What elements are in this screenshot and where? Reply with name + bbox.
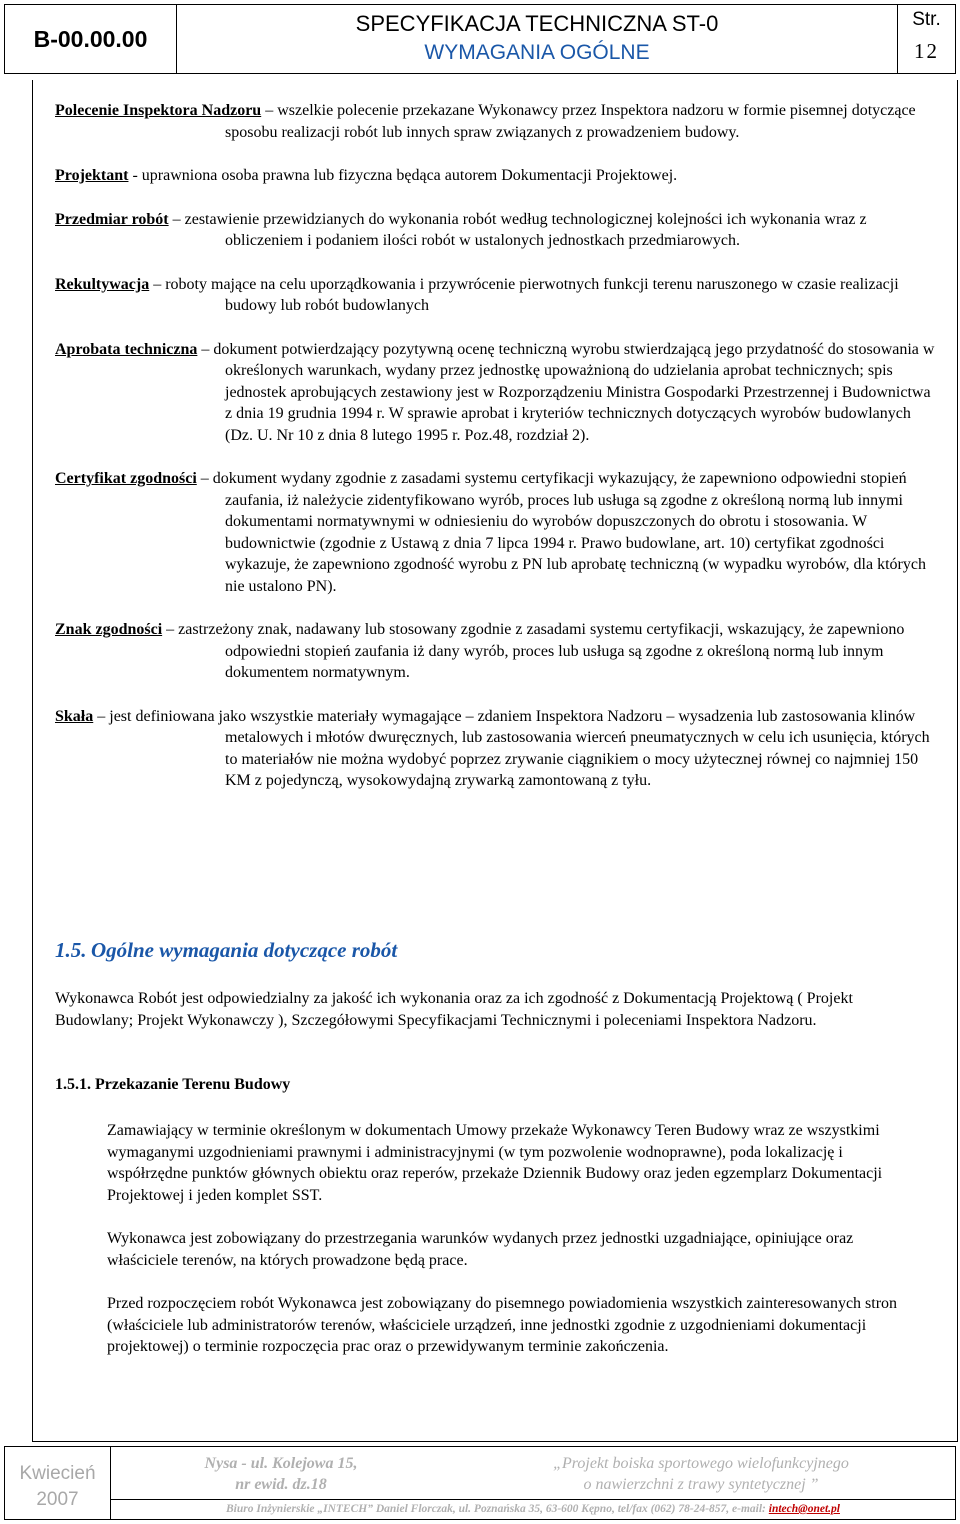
page-footer (4, 1446, 956, 1520)
definition-polecenie (55, 100, 935, 143)
subsection-paragraphs (107, 1120, 927, 1380)
footer-address: Nysa - ul. Kolejowa 15, (204, 1455, 358, 1472)
definition-znak (55, 619, 935, 684)
subsection-heading: 1.5.1. Przekazanie Terenu Budowy (55, 1076, 291, 1093)
section-number: 1.5. (55, 938, 87, 962)
definition-skala (55, 706, 935, 792)
document-code: B-00.00.00 (5, 5, 177, 73)
specification-title: SPECYFIKACJA TECHNICZNA ST-0 (355, 11, 719, 36)
footer-year: 2007 (36, 1489, 79, 1510)
footer-date (5, 1447, 111, 1519)
footer-plot-number: nr ewid. dz.18 (235, 1476, 327, 1493)
page-header (4, 4, 956, 74)
page-label: Str. (912, 9, 941, 30)
definitions-list (55, 100, 935, 814)
definition-przedmiar (55, 209, 935, 252)
definition-text: – wszelkie polecenie przekazane Wykonawcy przez Inspektora nadzoru w formie pisemnej dotyczące sposobu realizacji robót lub innych spraw związanych z prowadzeniem budowy. (225, 102, 916, 141)
footer-project-line1: „Projekt boiska sportowego wielofunkcyjnego (553, 1455, 849, 1472)
section-title: Ogólne wymagania dotyczące robót (91, 938, 398, 962)
definition-text: – roboty mające na celu uporządkowania i przywrócenie pierwotnych funkcji terenu naruszonego w czasie realizacji budowy lub robót budowlanych (149, 275, 899, 314)
section-heading (55, 938, 397, 963)
specification-subtitle: WYMAGANIA OGÓLNE (424, 41, 650, 64)
definition-aprobata (55, 339, 935, 447)
page-number: 12 (914, 39, 939, 63)
definition-text: – jest definiowana jako wszystkie materiały wymagające – zdaniem Inspektora Nadzoru – wysadzenia lub zastosowania klinów metalowych i młotów dwuręcznych, lub zastosowania wierceń pneumatycznych w celu ich usunięcia, których to materiałów nie można wydobyć poprzez zrywanie ciągnikiem o mocy użytecznej równej co najmniej 150 KM z pojedynczą, wysokowydajną zrywarką zamontowaną z tyłu. (93, 707, 930, 789)
definition-projektant (55, 165, 935, 187)
section-intro: Wykonawca Robót jest odpowiedzialny za jakość ich wykonania oraz za ich zgodność z Dokumentacją Projektową ( Projekt Budowlany; Projekt Wykonawczy ), Szczegółowymi Specyfikacjami Technicznymi i poleceniami Inspektora Nadzoru. (55, 990, 853, 1029)
definition-text: – zastrzeżony znak, nadawany lub stosowany zgodnie z zasadami systemu certyfikacji, wskazujący, że zapewniono odpowiedni stopień zaufania iż dany wyrób, proces lub usługa są zgodne z określoną normą lub innym dokumentem normatywnym. (162, 621, 905, 681)
definition-certyfikat (55, 468, 935, 597)
footer-email-link[interactable]: intech@onet.pl (768, 1503, 840, 1515)
definition-term: Aprobata techniczna (55, 340, 198, 358)
header-title-block (177, 5, 897, 73)
definition-term: Skała (55, 707, 94, 725)
definition-term: Projektant (55, 167, 129, 184)
definition-text: – dokument potwierdzający pozytywną ocenę techniczną wyrobu stwierdzającą jego przydatność do stosowania w określonych warunkach, wydany przez jednostkę upoważnioną do udzielania aprobat technicznych; spis jednostek aprobujących zestawiony jest w Rozporządzeniu Ministra Gospodarki Przestrzennej i Budownictwa z dnia 19 grudnia 1994 r. W sprawie aprobat i kryteriów technicznych dotyczących wyrobów budowlanych (Dz. U. Nr 10 z dnia 8 lutego 1995 r. Poz.48, rozdział 2). (197, 340, 935, 444)
definition-term: Rekultywacja (55, 275, 150, 293)
footer-project (451, 1447, 951, 1503)
definition-term: Znak zgodności (55, 621, 163, 638)
footer-project-line2: o nawierzchni z trawy syntetycznej ” (583, 1476, 819, 1493)
footer-location (111, 1447, 451, 1503)
definition-term: Polecenie Inspektora Nadzoru (55, 102, 262, 119)
footer-contact (111, 1499, 955, 1519)
definition-text: – zestawienie przewidzianych do wykonania robót według technologicznej kolejności ich wykonania wraz z obliczeniem i podaniem ilości robót w ustalonych jednostkach przedmiarowych. (168, 210, 867, 249)
paragraph: Wykonawca jest zobowiązany do przestrzegania warunków wydanych przez jednostki uzgadniające, opiniujące oraz właściciele terenów, na których prowadzone będą prace. (107, 1230, 854, 1269)
definition-text: - uprawniona osoba prawna lub fizyczna będąca autorem Dokumentacji Projektowej. (128, 167, 678, 184)
page-content (32, 80, 958, 1442)
paragraph: Przed rozpoczęciem robót Wykonawca jest zobowiązany do pisemnego powiadomienia wszystkich zainteresowanych stron (właściciele lub administratorów terenów, właściciele urządzeń, inne jednostki zgodnie z uzgodnieniami dokumentacji projektowej) o terminie rozpoczęcia prac oraz o przewidywanym terminie zakończenia. (107, 1295, 898, 1355)
page-number-block (897, 5, 955, 73)
footer-contact-text: Biuro Inżynierskie „INTECH” Daniel Florczak, ul. Poznańska 35, 63-600 Kępno, tel/fax (062) 78-24-857, e-mail: (226, 1503, 769, 1515)
definition-rekultywacja (55, 274, 935, 317)
definition-term: Certyfikat zgodności (55, 470, 197, 487)
definition-term: Przedmiar robót (55, 210, 169, 228)
definition-text: – dokument wydany zgodnie z zasadami systemu certyfikacji wykazujący, że zapewniono odpowiedni stopień zaufania, iż należycie zidentyfikowano wyrób, proces lub usługa są zgodne z określoną normą lub innymi dokumentami normatywnymi w odniesieniu do wyrobów dopuszczonych do obrotu i stosowania. W budownictwie (zgodnie z Ustawą z dnia 7 lipca 1994 r. Prawo budowlane, art. 10) certyfikat zgodności wykazuje, że zapewniono zgodność wyrobu z PN lub aprobatę techniczną (w wypadku wyrobów, dla których nie ustalono PN). (196, 470, 926, 595)
paragraph: Zamawiający w terminie określonym w dokumentach Umowy przekaże Wykonawcy Teren Budowy wraz ze wszystkimi wymaganymi uzgodnieniami prawnymi i administracyjnymi (w tym pozwolenie wodnoprawne), poda lokalizację i współrzędne punktów głównych obiektu oraz reperów, przekaże Dziennik Budowy oraz jeden egzemplarz Dokumentacji Projektowej i jeden komplet SST. (107, 1122, 883, 1204)
footer-month: Kwiecień (19, 1463, 96, 1484)
